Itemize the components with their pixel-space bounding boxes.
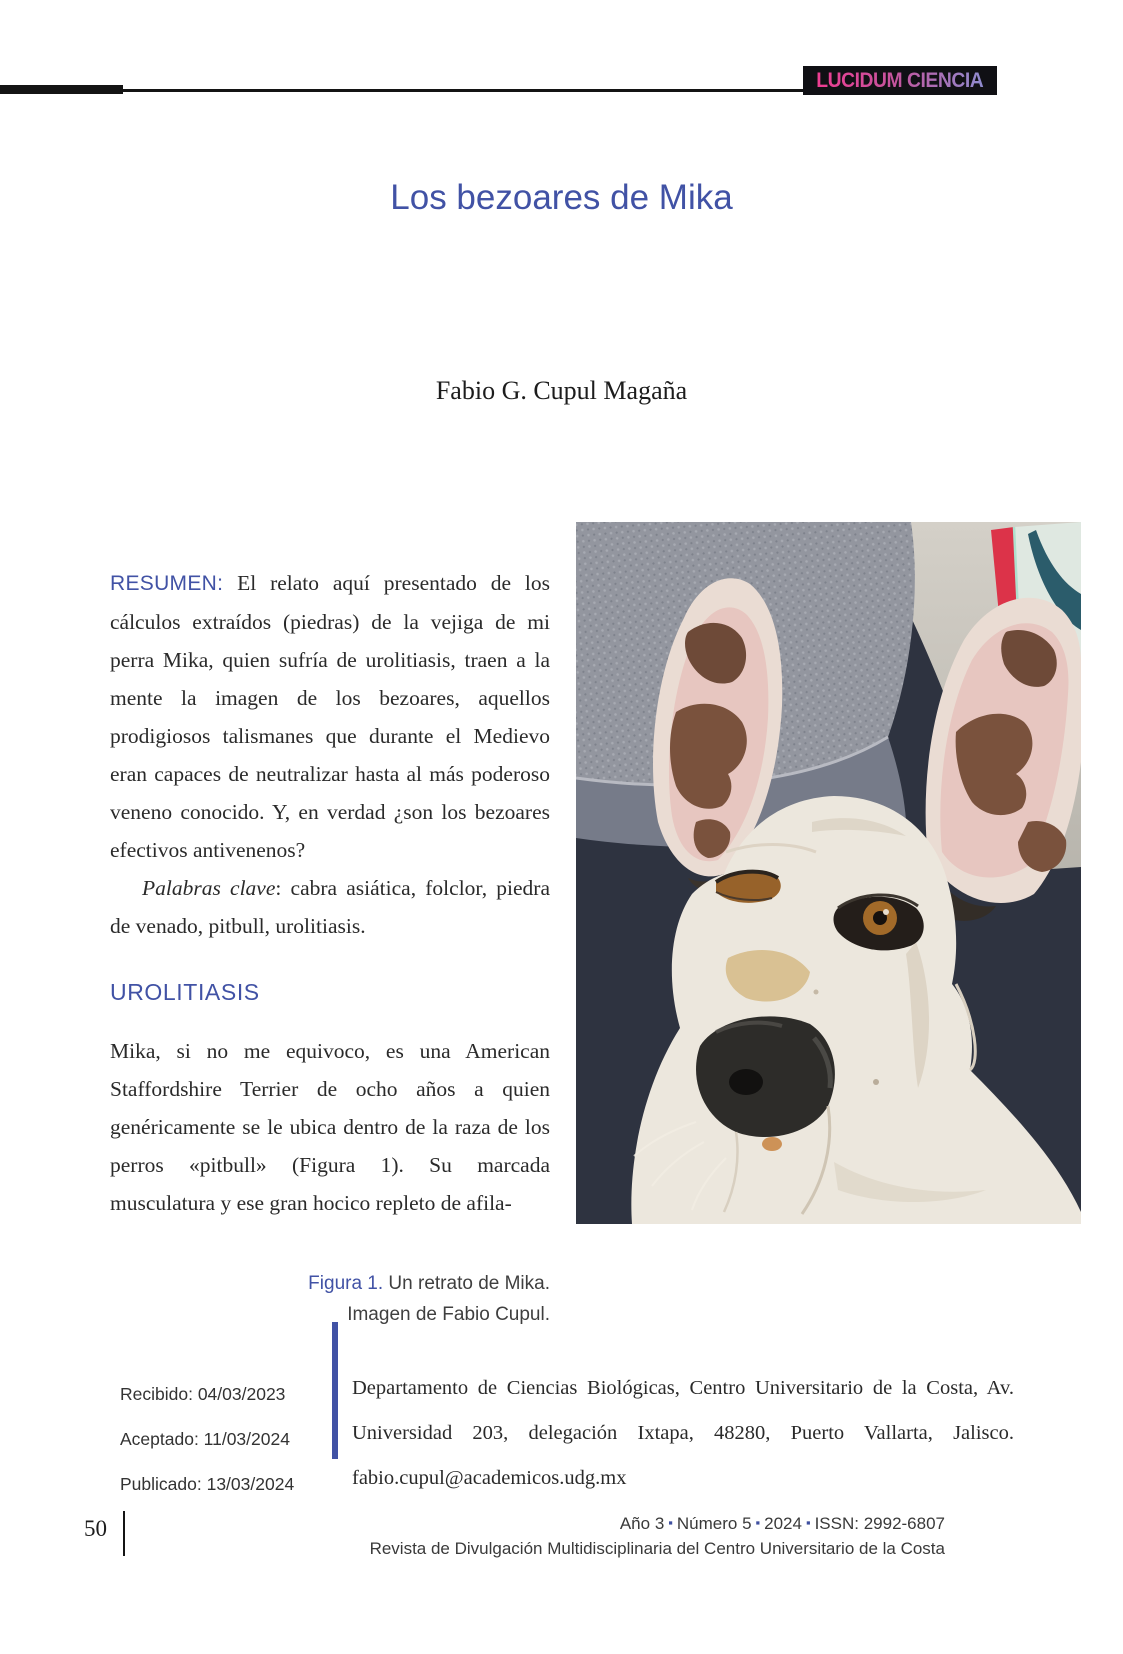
article-title: Los bezoares de Mika [390, 178, 733, 217]
issue-part: Año 3 [619, 1514, 665, 1533]
dog-photo-illustration [576, 522, 1081, 1224]
keywords-paragraph [110, 869, 550, 945]
published-date: Publicado: 13/03/2024 [120, 1474, 295, 1494]
header-thick-rule [0, 85, 123, 94]
figure-caption [110, 1268, 550, 1330]
figure-caption-text: Un retrato de Mika. [383, 1273, 550, 1294]
header-thin-rule [123, 89, 803, 92]
figure-credit: Imagen de Fabio Cupul. [347, 1304, 550, 1325]
affiliation-divider-bar [332, 1322, 338, 1459]
issue-line [370, 1512, 945, 1537]
affiliation-text: Departamento de Ciencias Biológicas, Centro Universitario de la Costa, Av. Universidad 203, delegación Ixtapa, 48280, Puerto Vallarta, Jalisco. fabio.cupul@academicos.udg.mx [352, 1377, 1014, 1489]
abstract-paragraph [110, 564, 550, 869]
journal-badge [803, 66, 997, 95]
received-date: Recibido: 04/03/2023 [120, 1384, 286, 1404]
dates-block [120, 1372, 294, 1507]
body-paragraph: Mika, si no me equivoco, es una American Staffordshire Terrier de ocho años a quien genéricamente se le ubica dentro de la raza de los perros «pitbull» (Figura 1). Su marcada musculatura y ese gran hocico repleto de afila- [110, 1039, 550, 1215]
keywords-label: Palabras clave [142, 876, 276, 900]
issue-separator-square: ▪ [755, 1515, 761, 1530]
journal-badge-label: LUCIDUM CIENCIA [816, 68, 984, 92]
section-heading: UROLITIASIS [110, 979, 260, 1005]
abstract-text: El relato aquí presentado de los cálculos extraídos (piedras) de la vejiga de mi perra Mika, quien sufría de urolitiasis, traen a la mente la imagen de los bezoares, aquellos prodigiosos talismanes que durante el Medievo eran capaces de neutralizar hasta al más poderoso veneno conocido. Y, en verdad ¿son los bezoares efectivos antivenenos? [110, 571, 550, 862]
accepted-date: Aceptado: 11/03/2024 [120, 1429, 290, 1449]
dog-photo [576, 522, 1081, 1224]
issue-separator-square: ▪ [805, 1515, 811, 1530]
text-column [110, 564, 550, 1330]
journal-name: Revista de Divulgación Multidisciplinaria del Centro Universitario de la Costa [369, 1539, 945, 1558]
issue-part: 2024 [764, 1514, 802, 1533]
page-number: 50 [84, 1516, 107, 1541]
keywords-text: : cabra asiática, folclor, piedra de venado, pitbull, urolitiasis. [110, 876, 550, 938]
issue-part: ISSN: 2992-6807 [814, 1514, 945, 1533]
figure-caption-line1 [110, 1268, 550, 1299]
issue-separator-square: ▪ [668, 1515, 673, 1530]
article-author: Fabio G. Cupul Magaña [435, 376, 688, 405]
page-footer [370, 1512, 945, 1561]
figure-label: Figura 1. [308, 1273, 384, 1294]
issue-part: Número 5 [676, 1514, 752, 1533]
abstract-label: RESUMEN: [110, 572, 224, 595]
page-number-rule [123, 1511, 125, 1556]
